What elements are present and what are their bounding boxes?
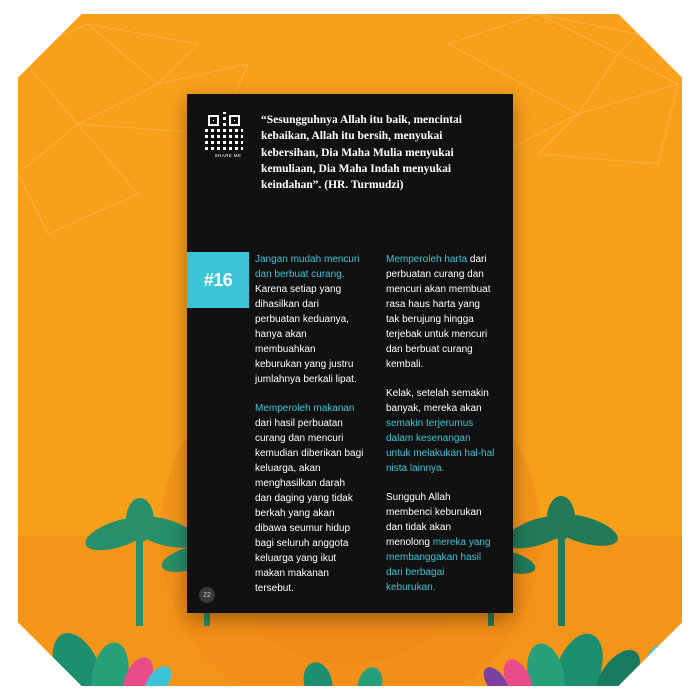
qr-code-icon[interactable] [205, 112, 243, 150]
highlight-text: Memperoleh makanan [255, 403, 355, 414]
highlight-text: mereka yang membanggakan hasil dari berbagai keburukan. [386, 537, 491, 593]
highlight-text: Memperoleh harta [386, 254, 468, 265]
body-column-right [386, 252, 495, 593]
paragraph [386, 386, 495, 476]
status-badge: #16 [187, 252, 249, 308]
paragraph [255, 401, 364, 596]
body-column-left [255, 252, 364, 594]
share-me-label: SHARE ME [214, 153, 242, 158]
highlight-text: Jangan mudah mencuri dan berbuat curang. [255, 254, 360, 280]
hadith-quote: “Sesungguhnya Allah itu baik, mencintai kebaikan, Allah itu bersih, menyukai kebersihan, Dia Maha Mulia menyukai kemuliaan, Dia Maha Indah menyukai keindahan”. (HR. Turmudzi) [261, 114, 462, 192]
body-text: dari hasil perbuatan curang dan mencuri kemudian diberikan bagi keluarga, akan menghasilkan darah dan daging yang tidak berkah yang akan dibawa seumur hidup bagi seluruh anggota keluarga yang ikut makan makanan tersebut. [255, 418, 364, 594]
page-number: 22 [199, 587, 215, 603]
content-card [187, 94, 513, 613]
card-inner [205, 112, 495, 595]
body-text: Kelak, setelah semakin banyak, mereka akan [386, 388, 489, 414]
highlight-text: semakin terjerumus dalam kesenangan untuk melakukan hal-hal nista lainnya. [386, 418, 495, 474]
body-text: dari perbuatan curang dan mencuri akan membuat rasa haus harta yang tak berujung hingga terjebak untuk mencuri dan berbuat curang kembali. [386, 254, 491, 370]
share-qr-block[interactable] [205, 112, 251, 158]
paragraph [386, 252, 495, 372]
paragraph [386, 490, 495, 595]
body-text: Karena setiap yang dihasilkan dari perbuatan keduanya, hanya akan membuahkan keburukan yang justru jumlahnya berkali lipat. [255, 284, 357, 385]
body-columns [255, 252, 495, 594]
paragraph [255, 252, 364, 387]
poster-background [18, 14, 682, 686]
body-text: Sungguh Allah membenci keburukan dan tidak akan menolong [386, 492, 482, 548]
